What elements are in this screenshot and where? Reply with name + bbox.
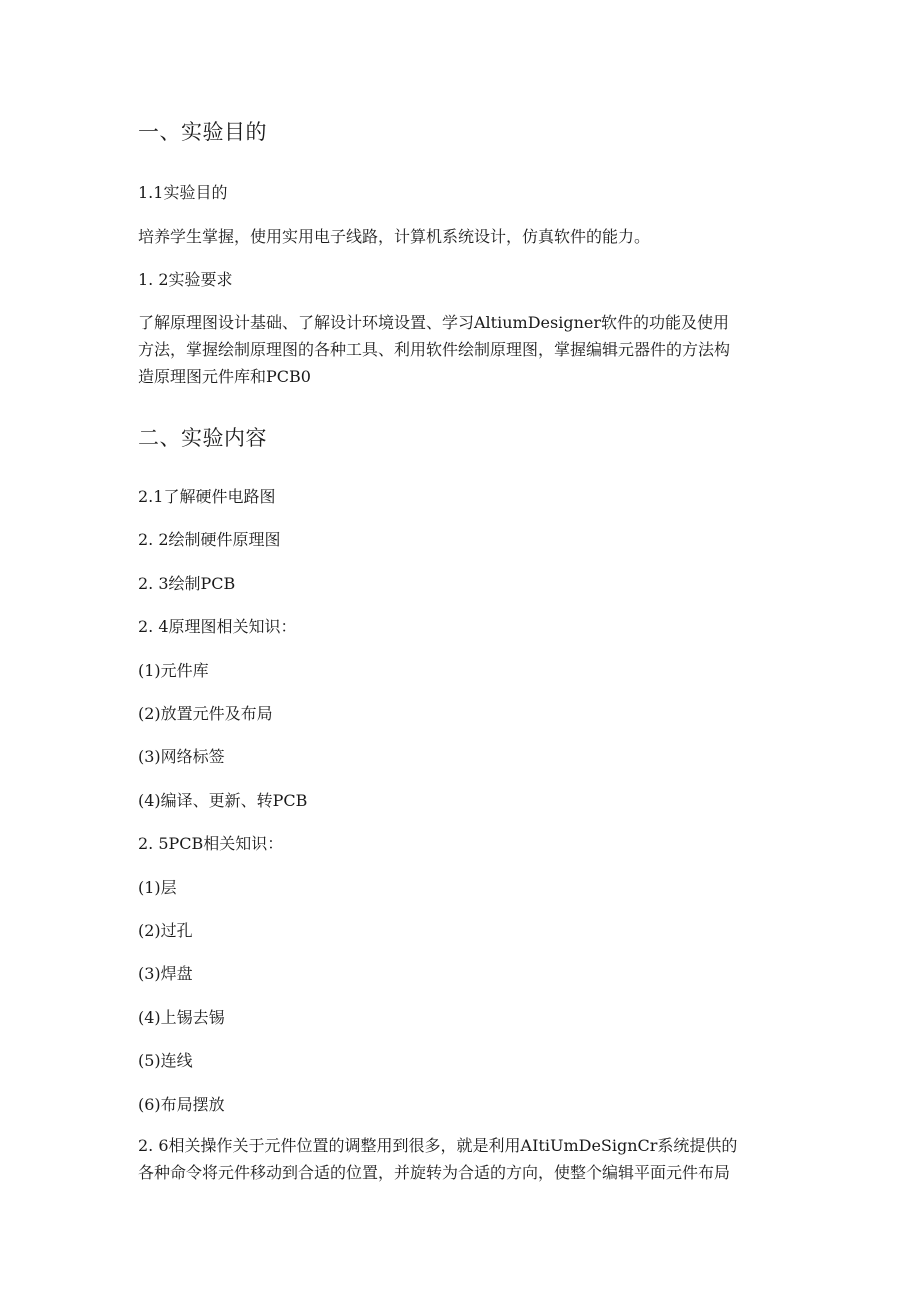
list-item: (4)编译、更新、转PCB <box>138 791 308 810</box>
paragraph-1-2 <box>138 309 788 390</box>
list-item: (1)元件库 <box>138 661 209 680</box>
list-item: (6)布局摆放 <box>138 1095 225 1114</box>
list-item: (5)连线 <box>138 1051 193 1070</box>
subheading-2-2: 2. 2绘制硬件原理图 <box>138 530 281 549</box>
list-item: (3)网络标签 <box>138 747 225 766</box>
paragraph-2-6-line: 2. 6相关操作关于元件位置的调整用到很多，就是利用AItiUmDeSignCr系统提供的 <box>138 1136 738 1155</box>
paragraph-2-6-line: 各种命令将元件移动到合适的位置，并旋转为合适的方向，使整个编辑平面元件布局 <box>138 1163 731 1182</box>
subheading-1-2: 1. 2实验要求 <box>138 270 233 289</box>
list-item: (3)焊盘 <box>138 964 193 983</box>
subheading-2-4: 2. 4原理图相关知识： <box>138 617 297 636</box>
list-item: (2)过孔 <box>138 921 193 940</box>
subheading-1-1: 1.1实验目的 <box>138 183 228 202</box>
paragraph-1-2-line: 方法，掌握绘制原理图的各种工具、利用软件绘制原理图，掌握编辑元器件的方法构 <box>138 340 731 359</box>
paragraph-1-2-line: 了解原理图设计基础、了解设计环境设置、学习AltiumDesigner软件的功能及使用 <box>138 313 729 332</box>
paragraph-1-2-line: 造原理图元件库和PCB0 <box>138 367 311 386</box>
subheading-2-1: 2.1了解硬件电路图 <box>138 487 276 506</box>
subheading-2-3: 2. 3绘制PCB <box>138 574 236 593</box>
heading-experiment-purpose: 一、实验目的 <box>138 120 267 144</box>
paragraph-2-6 <box>138 1132 788 1186</box>
paragraph-1-1: 培养学生掌握，使用实用电子线路，计算机系统设计，仿真软件的能力。 <box>138 227 651 246</box>
list-item: (2)放置元件及布局 <box>138 704 273 723</box>
list-item: (4)上锡去锡 <box>138 1008 225 1027</box>
list-item: (1)层 <box>138 878 177 897</box>
heading-experiment-content: 二、实验内容 <box>138 426 267 450</box>
subheading-2-5: 2. 5PCB相关知识： <box>138 834 284 853</box>
